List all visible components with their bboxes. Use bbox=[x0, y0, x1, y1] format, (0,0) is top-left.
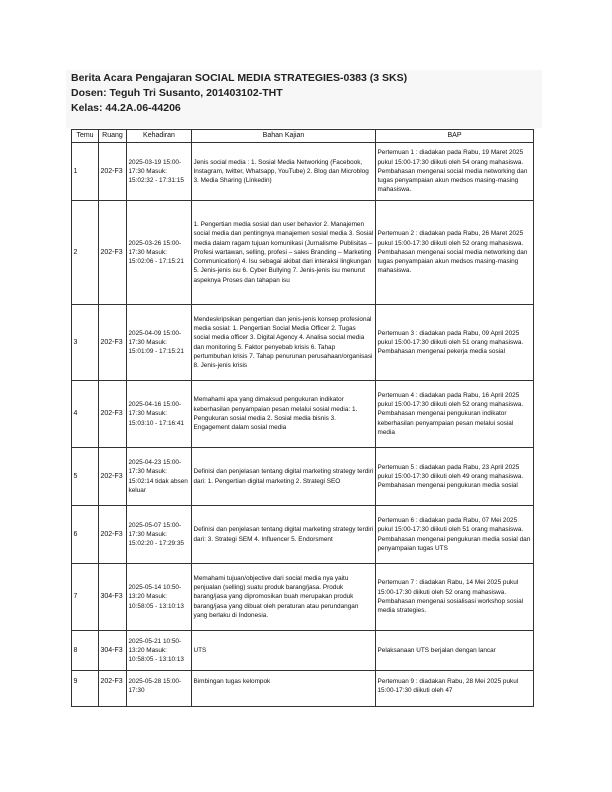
table-row bbox=[72, 564, 534, 631]
cell-bap: Pertemuan 4 : diadakan pada Rabu, 16 April 2025 pukul 15:00-17:30 diikuti oleh 52 orang mahasiswa. Pembahasan mengenai pengukuran indikator keberhasilan penyampaian pesan melalui sosial media bbox=[376, 381, 534, 448]
cell-bahan-kajian: 1. Pengertian media sosial dan user behavior 2. Manajemen social media dan pentingnya manajemen sosial media 3. Sosial media dalam ragam tujuan komunikasi (Jurnalisme Publisitas – Profesi wartawan, selling, profesi – sales Branding – Marketing Communication) 4. Isu sebagai akibat dari interaksi lingkungan 5. Jenis-jenis isu 6. Cyber Bullying 7. Jenis-jenis isu menurut aspeknya Proses dan tahapan isu bbox=[192, 201, 376, 305]
cell-bahan-kajian: Bimbingan tugas kelompok bbox=[192, 671, 376, 707]
cell-bahan-kajian: Definisi dan penjelasan tentang digital marketing strategy terdiri dari: 1. Pengertian digital marketing 2. Strategi SEO bbox=[192, 448, 376, 506]
cell-bahan-kajian: Memahami tujuan/objective dari social media nya yaitu penjualan (selling) suatu produk barang/jasa. Produk barang/jasa yang dipromosikan buah merupakan produk barang/jasa yang dibuat oleh peraturan atau perundangan yang berlaku di Indonesia. bbox=[192, 564, 376, 631]
table-row bbox=[72, 201, 534, 305]
column-header-bap: BAP bbox=[376, 130, 534, 143]
cell-kehadiran: 2025-05-07 15:00-17:30 Masuk: 15:02:20 - 17:29:35 bbox=[127, 506, 192, 564]
table-row bbox=[72, 305, 534, 381]
cell-bahan-kajian: Definisi dan penjelasan tentang digital marketing strategy terdiri dari: 3. Strategi SEM 4. Influencer 5. Endorsment bbox=[192, 506, 376, 564]
table-row bbox=[72, 143, 534, 201]
cell-bap: Pertemuan 7 : diadakan Rabu, 14 Mei 2025 pukul 15:00-17:30 diikuti oleh 52 orang mahasiswa. Pembahasan mengenai sosialisasi workshop sosial media strategies. bbox=[376, 564, 534, 631]
cell-bap: Pertemuan 1 : diadakan pada Rabu, 19 Maret 2025 pukul 15:00-17:30 diikuti oleh 54 orang mahasiswa. Pembahasan mengenai social media networking dan tugas penyampaian akun medsos masing-masing mahasiswa. bbox=[376, 143, 534, 201]
cell-temu: 9 bbox=[72, 671, 99, 707]
cell-kehadiran: 2025-05-14 10:50-13:20 Masuk: 10:58:05 - 13:10:13 bbox=[127, 564, 192, 631]
cell-ruang: 304-F3 bbox=[99, 564, 127, 631]
cell-kehadiran: 2025-03-26 15:00-17:30 Masuk: 15:02:06 - 17:15:21 bbox=[127, 201, 192, 305]
cell-bap: Pelaksanaan UTS berjalan dengan lancar bbox=[376, 631, 534, 671]
cell-ruang: 202-F3 bbox=[99, 305, 127, 381]
cell-bap: Pertemuan 6 : diadakan pada Rabu, 07 Mei 2025 pukul 15:00-17:30 diikuti oleh 51 orang mahasiswa. Pembahasan mengenai pengukuran media sosial dan penyampaian tugas UTS bbox=[376, 506, 534, 564]
document-header bbox=[71, 71, 541, 116]
cell-ruang: 202-F3 bbox=[99, 448, 127, 506]
column-header-bahan-kajian: Bahan Kajian bbox=[192, 130, 376, 143]
cell-ruang: 202-F3 bbox=[99, 506, 127, 564]
cell-temu: 4 bbox=[72, 381, 99, 448]
column-header-temu: Temu bbox=[72, 130, 99, 143]
cell-ruang: 202-F3 bbox=[99, 381, 127, 448]
cell-temu: 2 bbox=[72, 201, 99, 305]
document-title: Berita Acara Pengajaran SOCIAL MEDIA STRATEGIES-0383 (3 SKS) bbox=[71, 72, 408, 84]
class-line: Kelas: 44.2A.06-44206 bbox=[71, 102, 181, 114]
cell-temu: 1 bbox=[72, 143, 99, 201]
cell-temu: 5 bbox=[72, 448, 99, 506]
table-header-row bbox=[72, 130, 534, 143]
cell-temu: 8 bbox=[72, 631, 99, 671]
cell-bahan-kajian: Mendeskripsikan pengertian dan jenis-jenis konsep profesional media sosial: 1. Pengertian Social Media Officer 2. Tugas social media officer 3. Digital Agency 4. Analisa social media dan monitoring 5. Faktor penyebab krisis 6. Tahap pertumbuhan krisis 7. Tahap penurunan perusahaan/organisasi 8. Jenis-jenis krisis bbox=[192, 305, 376, 381]
cell-bap: Pertemuan 2 : diadakan pada Rabu, 26 Maret 2025 pukul 15:00-17:30 diikuti oleh 52 orang mahasiswa. Pembahasan mengenai social media networking dan tugas penyampaian akun medsos masing-masing mahasiswa. bbox=[376, 201, 534, 305]
table-row bbox=[72, 381, 534, 448]
cell-ruang: 202-F3 bbox=[99, 671, 127, 707]
cell-ruang: 304-F3 bbox=[99, 631, 127, 671]
cell-bahan-kajian: Memahami apa yang dimaksud pengukuran indikator keberhasilan penyampaian pesan melalui sosial media: 1. Pengukuran sosial media 2. Sosial media bisnis 3. Engagement dalam sosial media bbox=[192, 381, 376, 448]
column-header-ruang: Ruang bbox=[99, 130, 127, 143]
cell-bahan-kajian: Jenis social media : 1. Sosial Media Networking (Facebook, Instagram, twitter, Whatsapp, YouTube) 2. Blog dan Microblog 3. Media Sharing (Linkedin) bbox=[192, 143, 376, 201]
cell-kehadiran: 2025-04-09 15:00-17:30 Masuk: 15:01:09 - 17:15:21 bbox=[127, 305, 192, 381]
cell-kehadiran: 2025-04-16 15:00-17:30 Masuk: 15:03:10 - 17:16:41 bbox=[127, 381, 192, 448]
cell-kehadiran: 2025-05-28 15:00-17:30 bbox=[127, 671, 192, 707]
table-row bbox=[72, 506, 534, 564]
cell-temu: 3 bbox=[72, 305, 99, 381]
lecturer-line: Dosen: Teguh Tri Susanto, 201403102-THT bbox=[71, 87, 283, 99]
cell-bap: Pertemuan 5 : diadakan pada Rabu, 23 April 2025 pukul 15:00-17:30 diikuti oleh 49 orang mahasiswa. Pembahasan mengenai pengukuran media sosial bbox=[376, 448, 534, 506]
cell-kehadiran: 2025-03-19 15:00-17:30 Masuk: 15:02:32 - 17:31:15 bbox=[127, 143, 192, 201]
cell-kehadiran: 2025-04-23 15:00-17:30 Masuk: 15:02:14 tidak absen keluar bbox=[127, 448, 192, 506]
cell-temu: 7 bbox=[72, 564, 99, 631]
cell-bap: Pertemuan 9 : diadakan Rabu, 28 Mei 2025 pukul 15:00-17:30 diikuti oleh 47 bbox=[376, 671, 534, 707]
cell-temu: 6 bbox=[72, 506, 99, 564]
cell-bap: Pertemuan 3 : diadakan pada Rabu, 09 April 2025 pukul 15:00-17:30 diikuti oleh 51 orang mahasiswa. Pembahasan mengenai pekerja media sosial bbox=[376, 305, 534, 381]
cell-kehadiran: 2025-05-21 10:50-13:20 Masuk: 10:58:05 - 13:10:13 bbox=[127, 631, 192, 671]
cell-bahan-kajian: UTS bbox=[192, 631, 376, 671]
table-row bbox=[72, 448, 534, 506]
table-row bbox=[72, 671, 534, 707]
cell-ruang: 202-F3 bbox=[99, 143, 127, 201]
cell-ruang: 202-F3 bbox=[99, 201, 127, 305]
table-row bbox=[72, 631, 534, 671]
column-header-kehadiran: Kehadiran bbox=[127, 130, 192, 143]
bap-table bbox=[71, 129, 534, 707]
